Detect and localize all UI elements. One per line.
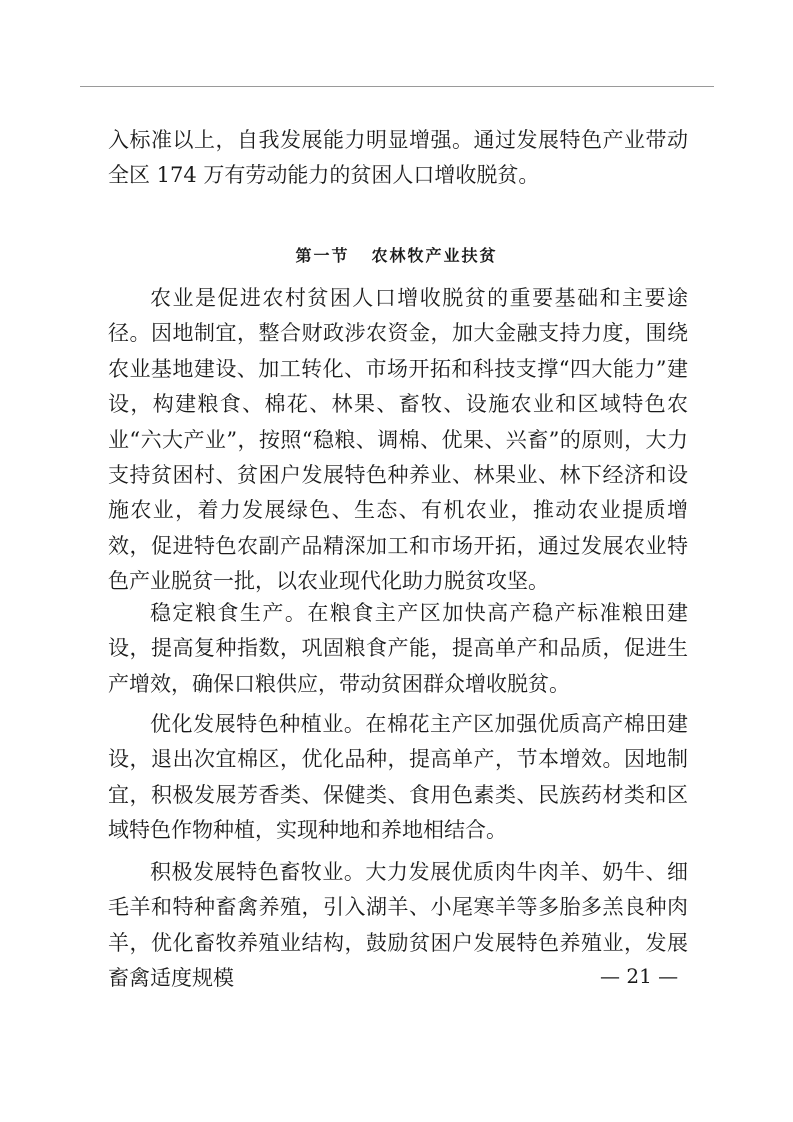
body-paragraph-livestock: 积极发展特色畜牧业。大力发展优质肉牛肉羊、奶牛、细毛羊和特种畜禽养殖，引入湖羊、小尾寒羊等多胎多羔良种肉羊，优化畜牧养殖业结构，鼓励贫困户发展特色养殖业，发展畜禽适度规模 — [108, 860, 688, 991]
body-paragraph-agriculture: 农业是促进农村贫困人口增收脱贫的重要基础和主要途径。因地制宜，整合财政涉农资金，加大金融支持力度，围绕农业基地建设、加工转化、市场开拓和科技支撑“四大能力”建设，构建粮食、棉花、林果、畜牧、设施农业和区域特色农业“六大产业”，按照“稳粮、调棉、优果、兴畜”的原则，大力支持贫困村、贫困户发展特色种养业、林果业、林下经济和设施农业，着力发展绿色、生态、有机农业，推动农业提质增效，促进特色农副产品精深加工和市场开拓，通过发展农业特色产业脱贫一批，以农业现代化助力脱贫攻坚。 — [108, 286, 688, 594]
section-title: 农林牧产业扶贫 — [371, 246, 498, 265]
section-number: 第一节 — [295, 246, 350, 265]
body-paragraph-crops: 优化发展特色种植业。在棉花主产区加强优质高产棉田建设，退出次宜棉区，优化品种，提高单产，节本增效。因地制宜，积极发展芳香类、保健类、食用色素类、民族药材类和区域特色作物种植，实现种地和养地相结合。 — [108, 712, 688, 843]
continuation-paragraph: 入标准以上，自我发展能力明显增强。通过发展特色产业带动全区 174 万有劳动能力的贫困人口增收脱贫。 — [108, 128, 688, 188]
page-number: — 21 — — [600, 964, 679, 988]
section-heading — [0, 243, 793, 266]
body-paragraph-grain: 稳定粮食生产。在粮食主产区加快高产稳产标准粮田建设，提高复种指数，巩固粮食产能，提高单产和品质，促进生产增效，确保口粮供应，带动贫困群众增收脱贫。 — [108, 601, 688, 696]
header-rule — [80, 86, 714, 87]
